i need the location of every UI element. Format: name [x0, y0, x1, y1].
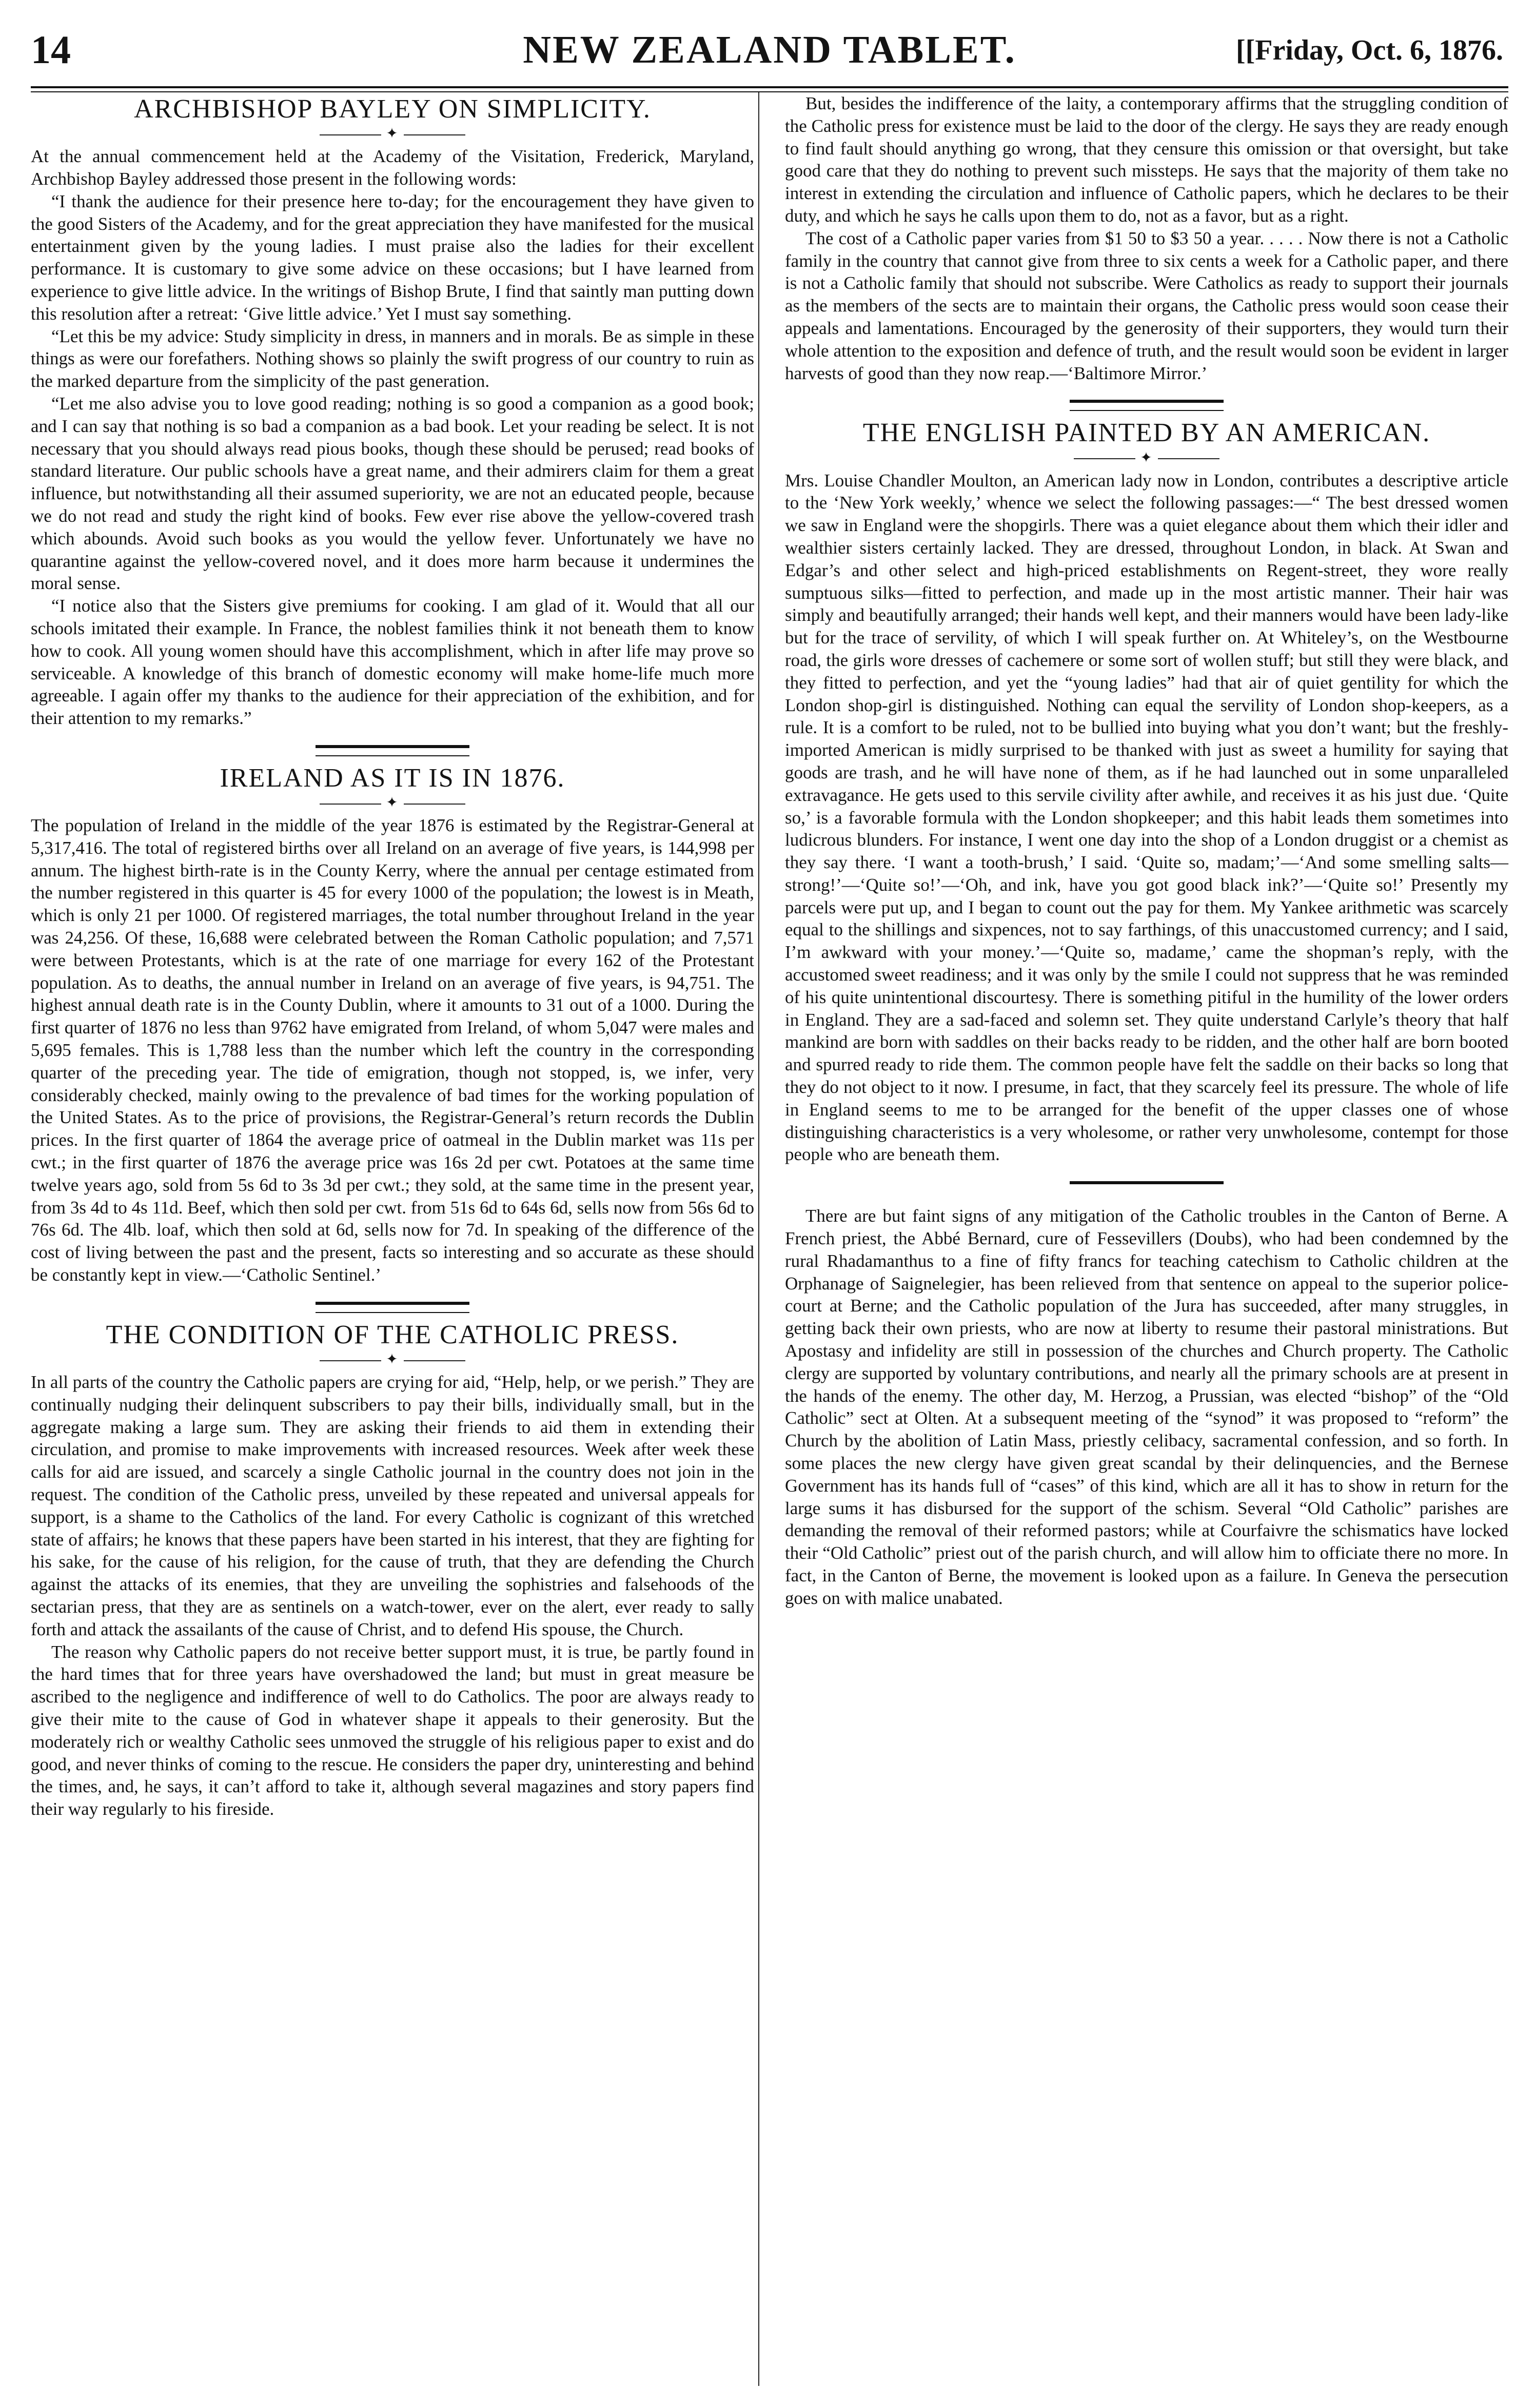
- article-heading-bayley: ARCHBISHOP BAYLEY ON SIMPLICITY.: [134, 94, 651, 124]
- page-number: 14: [31, 27, 71, 72]
- paragraph: “I thank the audience for their presence here to-day; for the encouragement they have given to the good Sisters of the Academy, and for the great appreciation they have manifested for the musical entertainment given by the young ladies. I must praise also the ladies for their excellent performance. It is customary to give some advice on these occasions; but I have learned from experience to give little advice. In the writings of Bishop Brute, I find that saintly man putting down this resolution after a retreat: ‘Give little advice.’ Yet I must say something.: [31, 191, 754, 324]
- issue-date: [[Friday, Oct. 6, 1876.: [1235, 34, 1503, 66]
- paragraph: “Let me also advise you to love good reading; nothing is so good a companion as a good book; and I can say that nothing is so bad a companion as a bad book. Let your reading be select. It is not necessary that you should always read pious books, though these should be perused; read books of standard literature. Our public schools have a great name, and their admirers claim for them a great influence, but notwithstanding all their assumed superiority, we are not an educated people, because we do not read and study the right kind of books. Few ever rise above the yellow-covered trash which abounds. Avoid such books as you would the yellow fever. Unfortunately we have no quarantine against the yellow-covered novel, and it does more harm because it undermines the moral sense.: [31, 393, 754, 594]
- paragraph: The cost of a Catholic paper varies from $1 50 to $3 50 a year. . . . . Now there is not a Catholic family in the country that cannot give from three to six cents a week for a Catholic paper, and there is not a Catholic family that should not subscribe. Were Catholics as ready to support their journals as the members of the sects are to maintain their organs, the Catholic press would soon cease their appeals and lamentations. Encouraged by the generosity of their supporters, they would turn their whole attention to the exposition and defence of truth, and the result would soon be evident in larger harvests of good than they now reap.—‘Baltimore Mirror.’: [785, 228, 1508, 383]
- paragraph: “Let this be my advice: Study simplicity in dress, in manners and in morals. Be as simple in these things as were our forefathers. Nothing shows so plainly the swift progress of our country to ruin as the marked departure from the simplicity of the past generation.: [31, 326, 754, 391]
- paragraph: “I notice also that the Sisters give premiums for cooking. I am glad of it. Would that all our schools imitated their example. In France, the noblest families think it not beneath them to know how to cook. All young women should have this accomplishment, which in after life may prove so serviceable. A knowledge of this branch of domestic economy will make home-life much more agreeable. I again offer my thanks to the audience for their appreciation of the exhibition, and for their attention to my remarks.”: [31, 596, 754, 729]
- article-heading-press: THE CONDITION OF THE CATHOLIC PRESS.: [106, 1320, 679, 1349]
- section-rule: [1070, 400, 1224, 403]
- masthead-rule: [31, 86, 1508, 92]
- newspaper-title: NEW ZEALAND TABLET.: [523, 28, 1016, 71]
- section-rule: [1070, 1181, 1224, 1184]
- ornament-divider: ✦: [31, 1353, 754, 1367]
- section-rule: [316, 755, 469, 756]
- ornament-divider: ✦: [31, 127, 754, 141]
- ornament-divider: ✦: [785, 451, 1508, 465]
- paragraph: There are but faint signs of any mitigation of the Catholic troubles in the Canton of Berne. A French priest, the Abbé Bernard, cure of Fessevillers (Doubs), who had been condemned by the rural Rhadamanthus to a fine of fifty francs for teaching catechism to Catholic children at the Orphanage of Saignelegier, has been relieved from that sentence on appeal to the superior police-court at Berne; and the Catholic population of the Jura has succeeded, after many struggles, in getting back their own priests, who are now at liberty to resume their pastoral ministrations. But Apostasy and infidelity are still in possession of the churches and Church property. The Catholic clergy are supported by voluntary contributions, and nearly all the primary schools are at present in the hands of the enemy. The other day, M. Herzog, a Prussian, was elected “bishop” of the “Old Catholic” sect at Olten. At a subsequent meeting of the “synod” it was proposed to “reform” the Church by the abolition of Latin Mass, priestly celibacy, sacramental confession, and so forth. In some places the new clergy have given great scandal by their delinquencies, and the Bernese Government has its hands full of “cases” of this kind, which are all it has to show in return for the large sums it has disbursed for the support of the schism. Several “Old Catholic” parishes are demanding the removal of their reformed pastors; while at Courfaivre the schismatics have locked their “Old Catholic” priest out of the parish church, and will allow him to officiate there no more. In fact, in the Canton of Berne, the movement is looked upon as a failure. In Geneva the persecution goes on with malice unabated.: [785, 1206, 1508, 1608]
- ornament-divider: ✦: [31, 796, 754, 810]
- section-rule: [1070, 410, 1224, 411]
- article-heading-english: THE ENGLISH PAINTED BY AN AMERICAN.: [862, 418, 1431, 448]
- section-rule: [316, 1312, 469, 1313]
- paragraph: In all parts of the country the Catholic papers are crying for aid, “Help, help, or we perish.” They are continually nudging their delinquent subscribers to pay their bills, individually small, but in the aggregate making a large sum. They are asking their friends to aid them in extending their circulation, and promise to make improvements with increased resources. Week after week these calls for aid are issued, and scarcely a single Catholic journal in the country does not join in the request. The condition of the Catholic press, unveiled by these repeated and universal appeals for support, is a shame to the Catholics of the land. For every Catholic is cognizant of this wretched state of affairs; he knows that these papers have been started in his interest, that they are fighting for his sake, for the cause of his religion, for the cause of truth, that they are defending the Church against the attacks of its enemies, that they are unveiling the sophistries and falsehoods of the sectarian press, that they are as sentinels on a watch-tower, ever on the alert, ever ready to sally forth and attack the assailants of the cause of Christ, and to defend His spouse, the Church.: [31, 1372, 754, 1639]
- section-rule: [316, 745, 469, 748]
- column-divider: [758, 92, 759, 2386]
- paragraph: Mrs. Louise Chandler Moulton, an American lady now in London, contributes a descriptive article to the ‘New York weekly,’ whence we select the following passages:—“ The best dressed women we saw in England were the shopgirls. There was a quiet elegance about them which their idler and wealthier sisters certainly lacked. They are dressed, throughout London, in black. At Swan and Edgar’s and other select and high-priced establishments on Regent-street, they wore really sumptuous silks—fitted to perfection, and made up in the most artistic manner. Their hair was simply and beautifully arranged; their hands well kept, and their manners would have been lady-like but for the trace of servility, of which I will speak further on. At Whiteley’s, on the Westbourne road, the girls wore dresses of cachemere or some sort of wollen stuff; but still they were black, and they fitted to perfection, and yet the “young ladies” had that air of quiet gentility for which the London shop-girl is distinguished. Nothing can equal the servility of London shop-keepers, as a rule. It is a comfort to be ruled, not to be bullied into buying what you don’t want; but the freshly-imported American is midly surprised to be thanked with just as sweet a humility for saying that goods are trash, and he will have none of them, as if he had launched out in some unparalleled extravagance. He gets used to this servile civility after awhile, and receives it as his just due. ‘Quite so,’ is a favorable formula with the London shopkeeper; and this habit leads them sometimes into ludicrous blunders. For instance, I went one day into the shop of a London druggist or a chemist as they say there. ‘I want a tooth-brush,’ I said. ‘Quite so, madam;’—‘And some smelling salts—strong!’—‘Quite so!’—‘Oh, and ink, have you got good black ink?’—‘Quite so!’ Presently my parcels were put up, and I began to count out the pay for them. My Yankee arithmetic was scarcely equal to the shillings and sixpences, not to say farthings, of this unaccustomed currency; and I said, I’m awkward with your money.’—‘Quite so, madame,’ came the shopman’s reply, with the accustomed sweet readiness; and it was only by the smile I could not suppress that he was reminded of his quite unintentional discourtesy. There is something pitiful in the humility of the lower orders in England. They are a sad-faced and solemn set. They quite understand Carlyle’s theory that half mankind are born with saddles on their backs ready to be ridden, and the other half are born booted and spurred ready to ride them. The common people have felt the saddle on their backs so long that they do not object to it now. I presume, in fact, that they scarcely feel its pressure. The whole of life in England seems to me to be arranged for the benefit of the upper classes one of whose distinguishing characteristics is a very wholesome, or rather very unwholesome, contempt for those people who are beneath them.: [785, 470, 1508, 1165]
- paragraph: The population of Ireland in the middle of the year 1876 is estimated by the Registrar-General at 5,317,416. The total of registered births over all Ireland on an average of five years, is 144,998 per annum. The highest birth-rate is in the County Kerry, where the annual per centage estimated from the number registered in this quarter is 45 for every 1000 of the population; the lowest is in Meath, which is only 21 per 1000. Of registered marriages, the total number throughout Ireland in the year was 24,256. Of these, 16,688 were celebrated between the Roman Catholic population; and 7,571 were between Protestants, which is at the rate of one marriage for every 162 of the Protestant population. As to deaths, the annual number in Ireland on an average of five years, is 94,751. The highest annual death rate is in the County Dublin, where it amounts to 31 out of a 1000. During the first quarter of 1876 no less than 9762 have emigrated from Ireland, of whom 5,047 were males and 5,695 females. This is 1,788 less than the number which left the country in the corresponding quarter of the preceding year. The tide of emigration, though not stopped, is, we infer, very considerably checked, mainly owing to the prevalence of bad times for the working population of the United States. As to the price of provisions, the Registrar-General’s return records the Dublin prices. In the first quarter of 1864 the average price of oatmeal in the Dublin market was 11s per cwt.; in the first quarter of 1876 the average price was 16s 2d per cwt. Potatoes at the same time twelve years ago, sold from 5s 6d to 3s 3d per cwt.; they sold, at the same time in the present year, from 3s 4d to 4s 11d. Beef, which then sold per cwt. from 51s 6d to 64s 6d, sells now from 56s 6d to 76s 6d. The 4lb. loaf, which then sold at 6d, sells now for 7d. In speaking of the difference of the cost of living between the past and the present, facts so interesting and so accurate as these should be constantly kept in view.—‘Catholic Sentinel.’: [31, 815, 754, 1285]
- section-rule: [316, 1302, 469, 1305]
- paragraph: But, besides the indifference of the laity, a contemporary affirms that the struggling condition of the Catholic press for existence must be laid to the door of the clergy. He says they are ready enough to find fault should anything go wrong, that they censure this omission or that oversight, but take good care that they do nothing to prevent such missteps. He says that the majority of them take no interest in extending the circulation and influence of Catholic papers, which he declares to be their duty, and which he says he calls upon them to do, not as a favor, but as a right.: [785, 93, 1508, 226]
- article-heading-ireland: IRELAND AS IT IS IN 1876.: [220, 763, 565, 793]
- masthead: [31, 27, 1508, 83]
- paragraph: The reason why Catholic papers do not receive better support must, it is true, be partly found in the hard times that for three years have overshadowed the land; but must in great measure be ascribed to the negligence and indifference of well to do Catholics. The poor are always ready to give their mite to the cause of God in whatever shape it appeals to their generosity. But the moderately rich or wealthy Catholic sees unmoved the struggle of his religious paper to exist and do good, and never thinks of coming to the rescue. He considers the paper dry, uninteresting and behind the times, and, he says, it can’t afford to take it, although several magazines and story papers find their way regularly to his fireside.: [31, 1641, 754, 1819]
- left-column: [31, 92, 754, 1820]
- right-column: [785, 92, 1508, 1610]
- paragraph: At the annual commencement held at the Academy of the Visitation, Frederick, Maryland, Archbishop Bayley addressed those present in the following words:: [31, 146, 754, 189]
